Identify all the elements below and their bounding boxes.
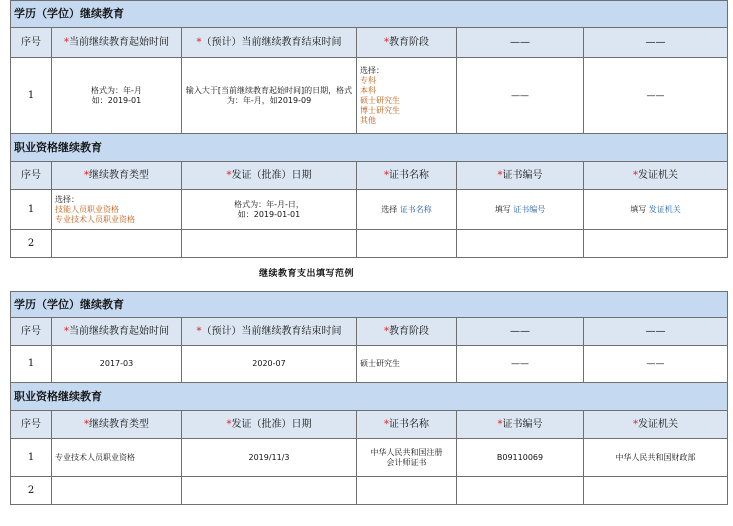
empty-cell[interactable] — [357, 230, 457, 258]
stage-cell[interactable]: 硕士研究生 — [357, 346, 457, 383]
table-row — [11, 477, 728, 505]
col-header-end: *（预计）当前继续教育结束时间 — [182, 318, 357, 346]
empty-cell[interactable] — [584, 230, 728, 258]
required-mark: * — [497, 169, 503, 181]
required-mark: * — [384, 169, 389, 181]
row-number: 2 — [11, 477, 52, 505]
col-header-dash: —— — [584, 28, 728, 58]
stage-option[interactable]: 其他 — [360, 115, 376, 125]
stage-option[interactable]: 专科 — [360, 75, 376, 85]
required-mark: * — [384, 418, 389, 430]
column-header-row — [11, 162, 728, 190]
empty-cell[interactable] — [182, 477, 357, 505]
end-cell[interactable]: 2020-07 — [182, 346, 357, 383]
type-cell[interactable]: 专业技术人员职业资格 — [52, 439, 182, 477]
row-number: 1 — [11, 346, 52, 383]
empty-cell[interactable] — [457, 230, 584, 258]
row-number: 1 — [11, 190, 52, 230]
col-header-dash: —— — [457, 318, 584, 346]
stage-cell[interactable]: 选择： 专科 本科 硕士研究生 博士研究生 其他 — [357, 58, 457, 134]
required-mark: * — [226, 418, 232, 430]
column-header-row — [11, 28, 728, 58]
row-number: 1 — [11, 439, 52, 477]
code-cell[interactable]: 填写 证书编号 — [457, 190, 584, 230]
start-cell[interactable]: 格式为：年-月 如：2019-01 — [52, 58, 182, 134]
section-header-row — [11, 134, 728, 162]
col-header-dash: —— — [584, 318, 728, 346]
col-header-type: *继续教育类型 — [52, 162, 182, 190]
required-mark: * — [196, 36, 202, 48]
type-option[interactable]: 专业技术人员职业资格 — [55, 214, 135, 224]
col-header-cert: *证书名称 — [357, 411, 457, 439]
col-header-date: *发证（批准）日期 — [182, 411, 357, 439]
cert-cell[interactable]: 中华人民共和国注册 会计师证书 — [357, 439, 457, 477]
type-cell[interactable]: 选择： 技能人员职业资格 专业技术人员职业资格 — [52, 190, 182, 230]
example-table — [10, 291, 728, 505]
required-mark: * — [226, 169, 232, 181]
col-header-stage: *教育阶段 — [357, 28, 457, 58]
stage-option[interactable]: 硕士研究生 — [360, 95, 400, 105]
cert-cell[interactable]: 选择 证书名称 — [357, 190, 457, 230]
dash-cell: —— — [584, 58, 728, 134]
col-header-no: 序号 — [11, 318, 52, 346]
section-title: 职业资格继续教育 — [11, 134, 728, 162]
col-header-cert: *证书名称 — [357, 162, 457, 190]
col-header-code: *证书编号 — [457, 162, 584, 190]
col-header-code: *证书编号 — [457, 411, 584, 439]
table-row — [11, 346, 728, 383]
section-title: 职业资格继续教育 — [11, 383, 728, 411]
column-header-row — [11, 411, 728, 439]
section-header-row — [11, 383, 728, 411]
section-header-row — [11, 292, 728, 318]
required-mark: * — [84, 169, 89, 181]
col-header-date: *发证（批准）日期 — [182, 162, 357, 190]
col-header-start: *当前继续教育起始时间 — [52, 318, 182, 346]
date-cell[interactable]: 2019/11/3 — [182, 439, 357, 477]
required-mark: * — [497, 418, 503, 430]
col-header-dash: —— — [457, 28, 584, 58]
table-row — [11, 439, 728, 477]
empty-cell[interactable] — [457, 477, 584, 505]
col-header-no: 序号 — [11, 28, 52, 58]
start-cell[interactable]: 2017-03 — [52, 346, 182, 383]
col-header-stage: *教育阶段 — [357, 318, 457, 346]
section-header-row — [11, 1, 728, 28]
example-caption: 继续教育支出填写范例 — [258, 269, 354, 279]
dash-cell: —— — [584, 346, 728, 383]
column-header-row — [11, 318, 728, 346]
col-header-org: *发证机关 — [584, 411, 728, 439]
end-cell[interactable]: 输入大于[当前继续教育起始时间]的日期，格式为：年-月，如2019-09 — [182, 58, 357, 134]
date-cell[interactable]: 格式为：年-月-日， 如：2019-01-01 — [182, 190, 357, 230]
template-table — [10, 0, 728, 258]
col-header-type: *继续教育类型 — [52, 411, 182, 439]
required-mark: * — [64, 36, 69, 48]
required-mark: * — [64, 325, 69, 337]
org-cell[interactable]: 中华人民共和国财政部 — [584, 439, 728, 477]
required-mark: * — [196, 325, 202, 337]
required-mark: * — [633, 169, 638, 181]
table-row — [11, 230, 728, 258]
type-option[interactable]: 技能人员职业资格 — [55, 204, 119, 214]
required-mark: * — [384, 325, 389, 337]
table-row — [11, 58, 728, 134]
code-cell[interactable]: B09110069 — [457, 439, 584, 477]
required-mark: * — [84, 418, 89, 430]
dash-cell: —— — [457, 58, 584, 134]
col-header-no: 序号 — [11, 162, 52, 190]
table-row — [11, 190, 728, 230]
empty-cell[interactable] — [584, 477, 728, 505]
required-mark: * — [633, 418, 638, 430]
row-number: 1 — [11, 58, 52, 134]
col-header-no: 序号 — [11, 411, 52, 439]
org-cell[interactable]: 填写 发证机关 — [584, 190, 728, 230]
section-title: 学历（学位）继续教育 — [11, 292, 728, 318]
empty-cell[interactable] — [52, 477, 182, 505]
col-header-start: *当前继续教育起始时间 — [52, 28, 182, 58]
empty-cell[interactable] — [357, 477, 457, 505]
section-title: 学历（学位）继续教育 — [11, 1, 728, 28]
col-header-end: *（预计）当前继续教育结束时间 — [182, 28, 357, 58]
col-header-org: *发证机关 — [584, 162, 728, 190]
row-number: 2 — [11, 230, 52, 258]
empty-cell[interactable] — [52, 230, 182, 258]
stage-option[interactable]: 本科 — [360, 85, 376, 95]
stage-option[interactable]: 博士研究生 — [360, 105, 400, 115]
required-mark: * — [384, 36, 389, 48]
empty-cell[interactable] — [182, 230, 357, 258]
dash-cell: —— — [457, 346, 584, 383]
